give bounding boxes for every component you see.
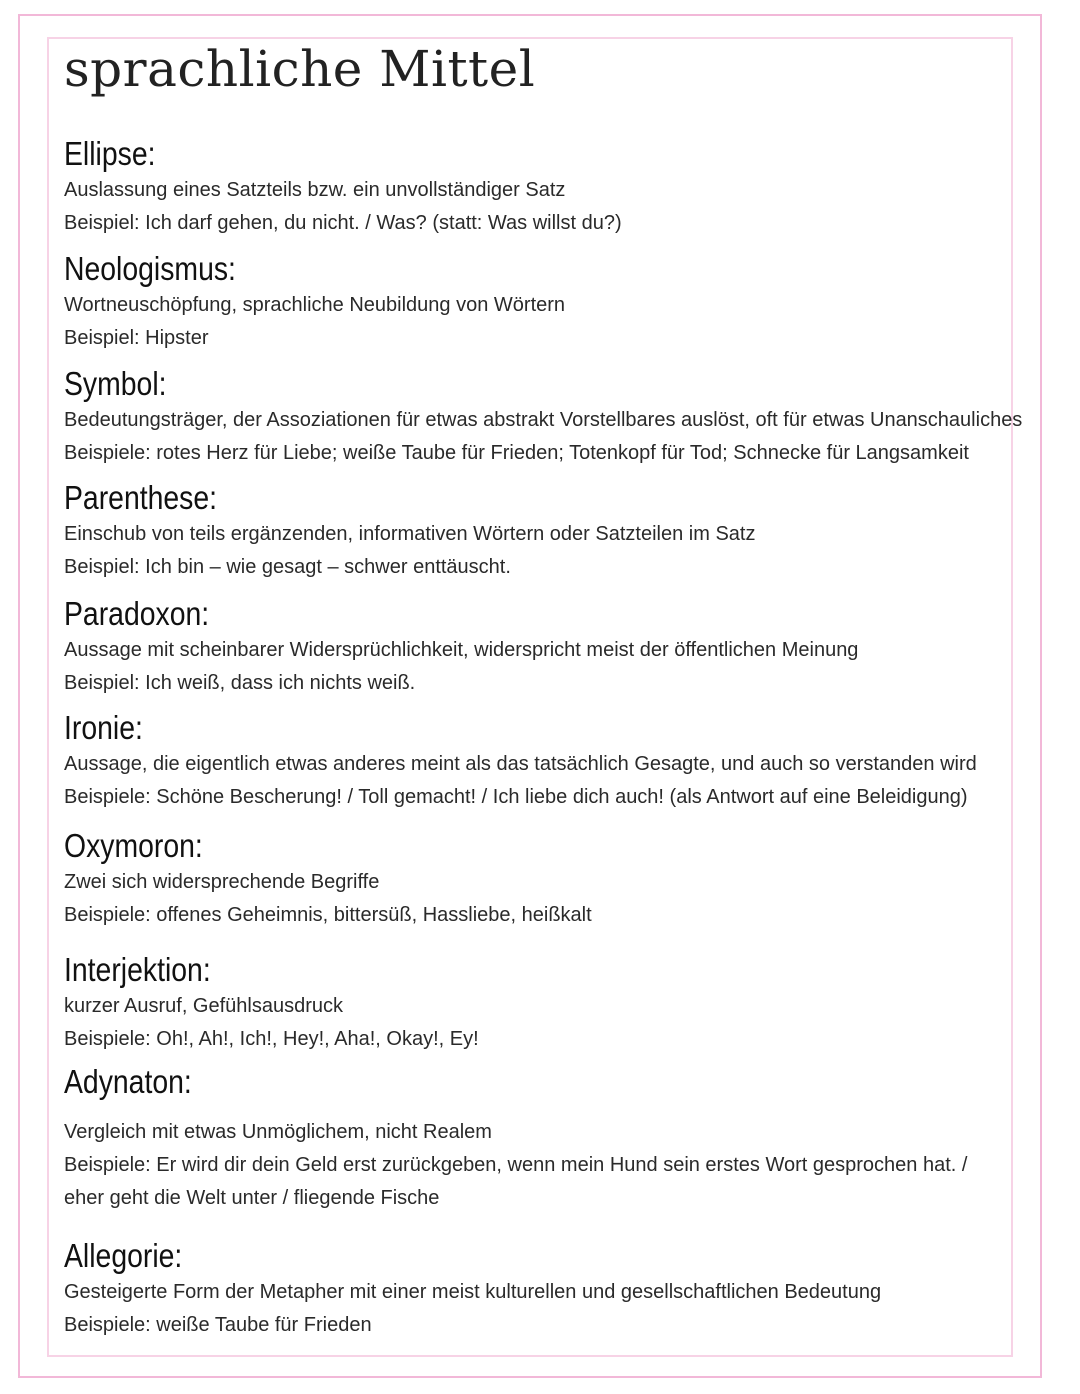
term-heading: Neologismus: (64, 250, 236, 287)
term-example: Beispiele: weiße Taube für Frieden (64, 1314, 372, 1336)
term-definition: Einschub von teils ergänzenden, informativen Wörtern oder Satzteilen im Satz (64, 523, 756, 545)
term-definition: kurzer Ausruf, Gefühlsausdruck (64, 995, 344, 1017)
term-heading: Allegorie: (64, 1237, 183, 1274)
term-example: Beispiele: Oh!, Ah!, Ich!, Hey!, Aha!, Okay!, Ey! (64, 1028, 479, 1050)
term-example: Beispiele: rotes Herz für Liebe; weiße Taube für Frieden; Totenkopf für Tod; Schnecke für Langsamkeit (64, 442, 969, 464)
term-heading: Symbol: (64, 365, 167, 402)
term-heading: Parenthese: (64, 479, 218, 516)
entry-interjektion (64, 950, 1004, 1056)
term-heading: Adynaton: (64, 1063, 192, 1100)
term-example: Beispiel: Ich bin – wie gesagt – schwer enttäuscht. (64, 556, 511, 578)
term-heading: Paradoxon: (64, 595, 210, 632)
term-example: Beispiele: Er wird dir dein Geld erst zurückgeben, wenn mein Hund sein erstes Wort gesprochen hat. / eher geht die Welt unter / fliegende Fische (64, 1154, 968, 1209)
term-example: Beispiel: Ich darf gehen, du nicht. / Was? (statt: Was willst du?) (64, 212, 622, 234)
term-definition: Bedeutungsträger, der Assoziationen für etwas abstrakt Vorstellbares auslöst, oft für etwas Unanschauliches (64, 409, 1023, 431)
term-definition: Aussage, die eigentlich etwas anderes meint als das tatsächlich Gesagte, und auch so verstanden wird (64, 753, 977, 775)
entry-neologismus (64, 249, 1004, 355)
term-example: Beispiele: offenes Geheimnis, bittersüß, Hassliebe, heißkalt (64, 904, 592, 926)
term-heading: Ironie: (64, 709, 143, 746)
entry-symbol (64, 364, 1023, 470)
term-example: Beispiele: Schöne Bescherung! / Toll gemacht! / Ich liebe dich auch! (als Antwort auf eine Beleidigung) (64, 786, 968, 808)
term-definition: Auslassung eines Satzteils bzw. ein unvollständiger Satz (64, 179, 566, 201)
term-heading: Oxymoron: (64, 827, 203, 864)
entry-oxymoron (64, 826, 1004, 932)
entry-adynaton (64, 1062, 1004, 1215)
entry-allegorie (64, 1236, 1004, 1342)
entry-parenthese (64, 478, 1004, 584)
term-example: Beispiel: Hipster (64, 327, 209, 349)
term-example: Beispiel: Ich weiß, dass ich nichts weiß. (64, 672, 416, 694)
page-title: sprachliche Mittel (64, 40, 536, 98)
entry-ellipse (64, 134, 1004, 240)
term-heading: Ellipse: (64, 135, 156, 172)
term-definition: Aussage mit scheinbarer Widersprüchlichkeit, widerspricht meist der öffentlichen Meinung (64, 639, 859, 661)
term-definition: Zwei sich widersprechende Begriffe (64, 871, 380, 893)
term-definition: Gesteigerte Form der Metapher mit einer meist kulturellen und gesellschaftlichen Bedeutung (64, 1281, 882, 1303)
term-definition: Wortneuschöpfung, sprachliche Neubildung von Wörtern (64, 294, 566, 316)
entry-paradoxon (64, 594, 1004, 700)
term-heading: Interjektion: (64, 951, 211, 988)
entry-ironie (64, 708, 1004, 814)
term-definition: Vergleich mit etwas Unmöglichem, nicht Realem (64, 1121, 492, 1143)
